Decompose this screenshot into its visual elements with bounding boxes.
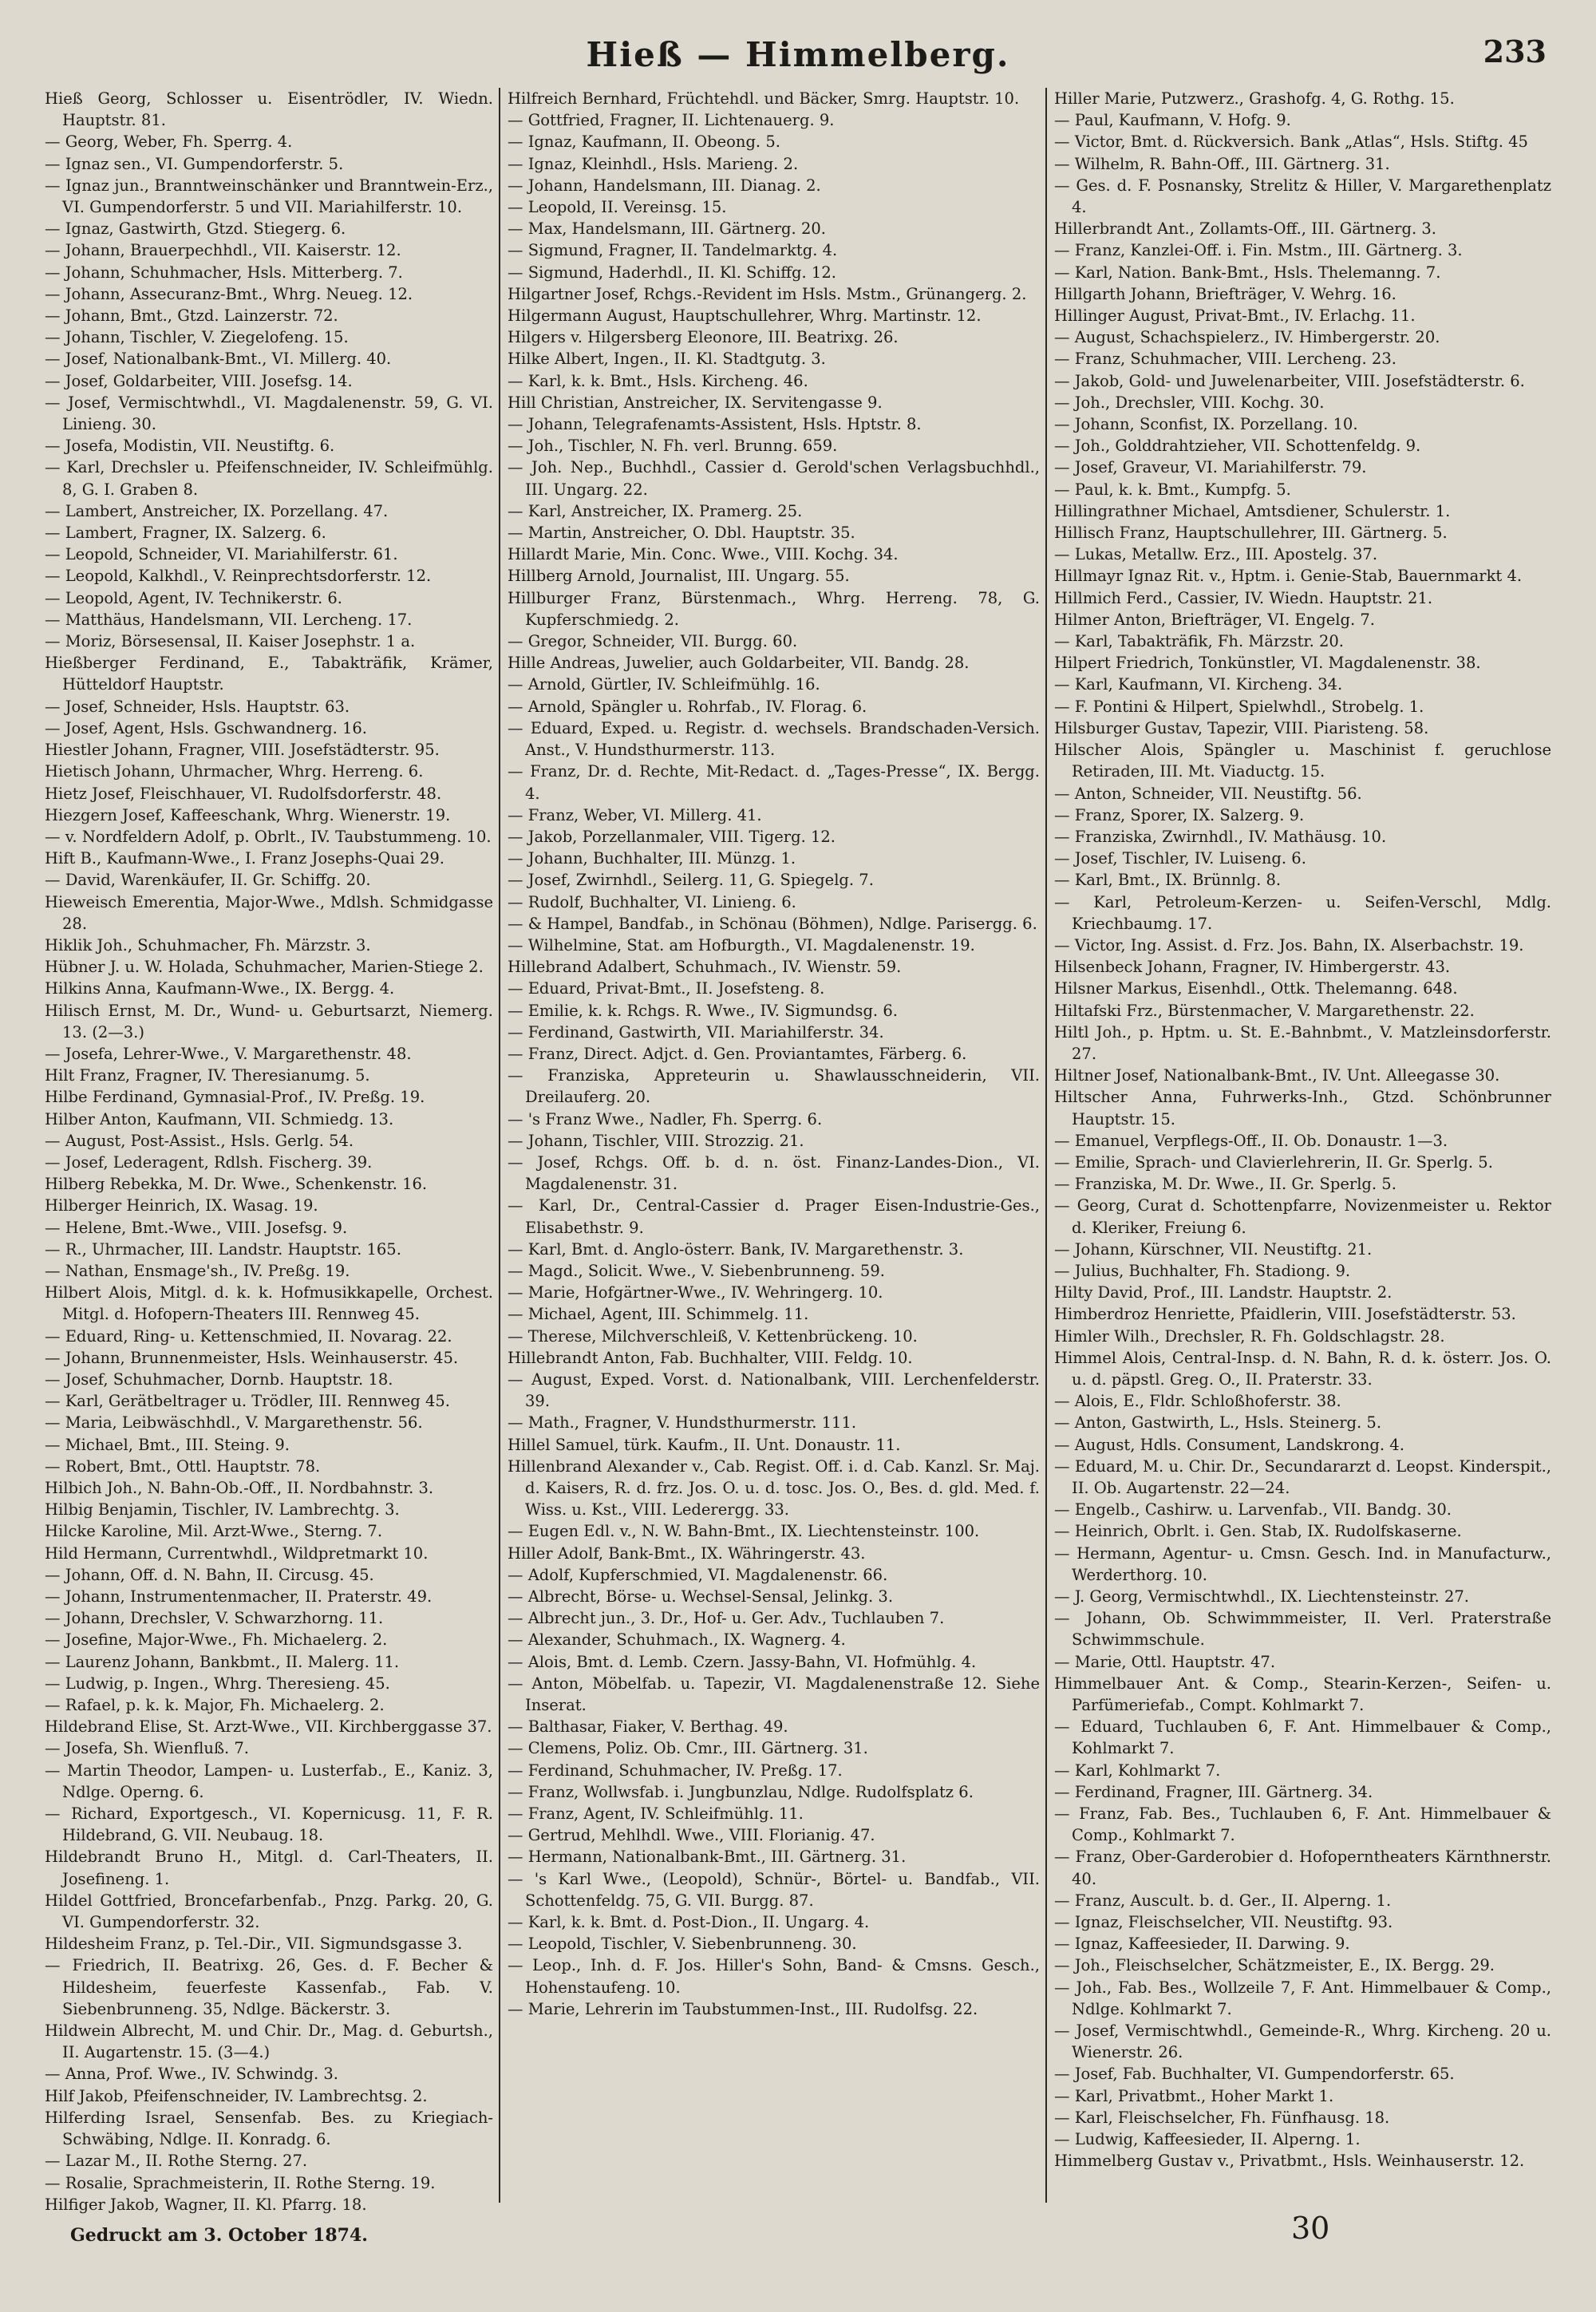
directory-entry: — Maria, Leibwäschhdl., V. Margarethenstr. 56. (45, 1413, 423, 1433)
directory-entry: — Eduard, Privat-Bmt., II. Josefsteng. 8. (508, 979, 825, 998)
directory-entry: Hillebrand Adalbert, Schuhmach., IV. Wienstr. 59. (508, 958, 902, 977)
directory-entry: Himberdroz Henriette, Pfaidlerin, VIII. Josefstädterstr. 53. (1054, 1305, 1516, 1324)
directory-entry: — Eugen Edl. v., N. W. Bahn-Bmt., IX. Liechtensteinstr. 100. (508, 1522, 980, 1541)
directory-entry: — Friedrich, II. Beatrixg. 26, Ges. d. F. Becher & Hildesheim, feuerfeste Kassenfab., Fab. V. Siebenbrunneng. 35, Ndlge. Bäckerstr. 3. (45, 1956, 493, 2018)
directory-entry: — Clemens, Poliz. Ob. Cmr., III. Gärtnerg. 31. (508, 1739, 868, 1758)
directory-entry: — Josef, Tischler, IV. Luiseng. 6. (1054, 849, 1306, 868)
signature-mark: 30 (1291, 2211, 1330, 2246)
directory-entry: — J. Georg, Vermischtwhdl., IX. Liechtensteinstr. 27. (1054, 1587, 1469, 1607)
directory-entry: Hiklik Joh., Schuhmacher, Fh. Märzstr. 3. (45, 935, 371, 954)
directory-entry: — Rosalie, Sprachmeisterin, II. Rothe Sterng. 19. (45, 2173, 436, 2192)
directory-entry: — Leopold, II. Vereinsg. 15. (508, 198, 727, 217)
page-number: 233 (1483, 34, 1547, 69)
directory-entry: Hillel Samuel, türk. Kaufm., II. Unt. Donaustr. 11. (508, 1435, 901, 1454)
directory-entry: — Franz, Agent, IV. Schleifmühlg. 11. (508, 1804, 804, 1824)
directory-entry: Hiltscher Anna, Fuhrwerks-Inh., Gtzd. Schönbrunner Hauptstr. 15. (1054, 1088, 1551, 1128)
directory-entry: — Sigmund, Fragner, II. Tandelmarktg. 4. (508, 241, 838, 260)
directory-entry: Hill Christian, Anstreicher, IX. Servitengasse 9. (508, 393, 883, 412)
directory-entry: — Victor, Bmt. d. Rückversich. Bank „Atlas“, Hsls. Stiftg. 45 (1054, 132, 1528, 152)
directory-entry: — Anton, Möbelfab. u. Tapezir, VI. Magdalenenstraße 12. Siehe Inserat. (508, 1674, 1040, 1715)
directory-entry: — Adolf, Kupferschmied, VI. Magdalenenstr. 66. (508, 1565, 888, 1584)
directory-entry: — Leopold, Agent, IV. Technikerstr. 6. (45, 588, 342, 607)
directory-entry: — Josef, Zwirnhdl., Seilerg. 11, G. Spiegelg. 7. (508, 871, 874, 890)
columns-area (38, 88, 1558, 2214)
directory-entry: — August, Schachspielerz., IV. Himbergerstr. 20. (1054, 328, 1440, 347)
directory-entry: Hilisch Ernst, M. Dr., Wund- u. Geburtsarzt, Niemerg. 13. (2—3.) (45, 1001, 493, 1041)
directory-entry: — Michael, Bmt., III. Steing. 9. (45, 1435, 290, 1454)
directory-entry: Hilmer Anton, Briefträger, VI. Engelg. 7. (1054, 610, 1375, 629)
directory-entry: — Johann, Brunnenmeister, Hsls. Weinhauserstr. 45. (45, 1348, 459, 1367)
directory-entry: — Franz, Dr. d. Rechte, Mit-Redact. d. „Tages-Presse“, IX. Bergg. 4. (508, 762, 1040, 803)
directory-entry: Hilke Albert, Ingen., II. Kl. Stadtgutg. 3. (508, 350, 826, 369)
directory-entry: Hillebrandt Anton, Fab. Buchhalter, VIII. Feldg. 10. (508, 1348, 913, 1367)
directory-entry: Hift B., Kaufmann-Wwe., I. Franz Josephs-Quai 29. (45, 849, 444, 868)
directory-entry: — Eduard, Tuchlauben 6, F. Ant. Himmelbauer & Comp., Kohlmarkt 7. (1054, 1717, 1551, 1758)
directory-entry: — Rudolf, Buchhalter, VI. Linieng. 6. (508, 892, 796, 911)
directory-entry: Hieweisch Emerentia, Major-Wwe., Mdlsh. Schmidgasse 28. (45, 892, 493, 933)
directory-entry: — Lambert, Fragner, IX. Salzerg. 6. (45, 524, 326, 543)
directory-entry: — Paul, k. k. Bmt., Kumpfg. 5. (1054, 480, 1291, 499)
directory-entry: — Ignaz, Kaffeesieder, II. Darwing. 9. (1054, 1935, 1350, 1954)
directory-entry: — v. Nordfeldern Adolf, p. Obrlt., IV. Taubstummeng. 10. (45, 827, 492, 846)
directory-entry: — F. Pontini & Hilpert, Spielwhdl., Strobelg. 1. (1054, 697, 1424, 716)
directory-entry: — Lambert, Anstreicher, IX. Porzellang. 47. (45, 501, 389, 520)
directory-entry: — Eduard, M. u. Chir. Dr., Secundararzt d. Leopst. Kinderspit., II. Ob. Augartenstr. 22—24. (1054, 1456, 1551, 1497)
directory-entry: — Lukas, Metallw. Erz., III. Apostelg. 37. (1054, 545, 1378, 564)
directory-entry: — Magd., Solicit. Wwe., V. Siebenbrunneng. 59. (508, 1261, 885, 1280)
directory-entry: — Johann, Sconfist, IX. Porzellang. 10. (1054, 415, 1358, 434)
directory-entry: Hillisch Franz, Hauptschullehrer, III. Gärtnerg. 5. (1054, 524, 1448, 543)
directory-entry: — Karl, Fleischselcher, Fh. Fünfhausg. 18. (1054, 2108, 1390, 2127)
directory-entry: — Karl, Bmt., IX. Brünnlg. 8. (1054, 871, 1282, 890)
directory-entry: — Joh., Tischler, N. Fh. verl. Brunng. 659. (508, 437, 838, 456)
directory-entry: — Max, Handelsmann, III. Gärtnerg. 20. (508, 219, 826, 239)
directory-entry: — Johann, Tischler, V. Ziegelofeng. 15. (45, 328, 349, 347)
directory-entry: — 's Franz Wwe., Nadler, Fh. Sperrg. 6. (508, 1109, 823, 1128)
directory-entry: — Leopold, Schneider, VI. Mariahilferstr. 61. (45, 545, 398, 564)
directory-entry: — Johann, Buchhalter, III. Münzg. 1. (508, 849, 796, 868)
directory-entry: — Arnold, Spängler u. Rohrfab., IV. Florag. 6. (508, 697, 867, 716)
directory-entry: Hille Andreas, Juwelier, auch Goldarbeiter, VII. Bandg. 28. (508, 654, 970, 673)
directory-entry: — Josefine, Major-Wwe., Fh. Michaelerg. 2. (45, 1630, 388, 1650)
directory-entry: Hillerbrandt Ant., Zollamts-Off., III. Gärtnerg. 3. (1054, 219, 1436, 239)
directory-entry: — Gottfried, Fragner, II. Lichtenauerg. 9. (508, 111, 835, 130)
directory-entry: — Georg, Weber, Fh. Sperrg. 4. (45, 132, 293, 152)
directory-entry: Himler Wilh., Drechsler, R. Fh. Goldschlagstr. 28. (1054, 1326, 1445, 1346)
directory-entry: — Karl, Drechsler u. Pfeifenschneider, IV. Schleifmühlg. 8, G. I. Graben 8. (45, 458, 493, 499)
page-title: Hieß — Himmelberg. (586, 35, 1010, 74)
directory-entry: — Albrecht jun., 3. Dr., Hof- u. Ger. Adv., Tuchlauben 7. (508, 1609, 945, 1628)
directory-entry: — Emilie, Sprach- und Clavierlehrerin, II. Gr. Sperlg. 5. (1054, 1152, 1493, 1172)
directory-entry: Hilfiger Jakob, Wagner, II. Kl. Pfarrg. 18. (45, 2195, 367, 2214)
directory-entry: — Joh., Fleischselcher, Schätzmeister, E., IX. Bergg. 29. (1054, 1956, 1495, 1975)
directory-entry: — Helene, Bmt.-Wwe., VIII. Josefsg. 9. (45, 1218, 348, 1237)
directory-entry: Hillmich Ferd., Cassier, IV. Wiedn. Hauptstr. 21. (1054, 588, 1433, 607)
directory-entry: — August, Exped. Vorst. d. Nationalbank, VIII. Lerchenfelderstr. 39. (508, 1369, 1040, 1411)
directory-entry: Hildebrand Elise, St. Arzt-Wwe., VII. Kirchberggasse 37. (45, 1717, 492, 1737)
directory-entry: Hießberger Ferdinand, E., Tabakträfik, Krämer, Hütteldorf Hauptstr. (45, 654, 493, 694)
directory-entry: Hiltl Joh., p. Hptm. u. St. E.-Bahnbmt., V. Matzleinsdorferstr. 27. (1054, 1022, 1551, 1063)
directory-entry: — Joh., Drechsler, VIII. Kochg. 30. (1054, 393, 1325, 412)
directory-entry: Hilbich Joh., N. Bahn-Ob.-Off., II. Nordbahnstr. 3. (45, 1479, 434, 1497)
directory-entry: — Franziska, Appreteurin u. Shawlausschneiderin, VII. Dreilauferg. 20. (508, 1066, 1040, 1107)
directory-entry: Hillgarth Johann, Briefträger, V. Wehrg. 16. (1054, 284, 1396, 303)
directory-entry: — Martin, Anstreicher, O. Dbl. Hauptstr. 35. (508, 524, 855, 543)
directory-entry: — Joh., Fab. Bes., Wollzeile 7, F. Ant. Himmelbauer & Comp., Ndlge. Kohlmarkt 7. (1054, 1978, 1551, 2018)
directory-entry: — Wilhelm, R. Bahn-Off., III. Gärtnerg. 31. (1054, 154, 1390, 173)
directory-entry: — Ignaz jun., Branntweinschänker und Branntwein-Erz., VI. Gumpendorferstr. 5 und VII. Mariahilferstr. 10. (45, 176, 493, 217)
directory-entry: — Sigmund, Haderhdl., II. Kl. Schiffg. 12. (508, 263, 836, 282)
directory-entry: — Richard, Exportgesch., VI. Kopernicusg. 11, F. R. Hildebrand, G. VII. Neubaug. 18. (45, 1804, 493, 1845)
directory-entry: Himmel Alois, Central-Insp. d. N. Bahn, R. d. k. österr. Jos. O. u. d. päpstl. Greg. O., II. Praterstr. 33. (1054, 1348, 1551, 1389)
directory-entry: — Josefa, Modistin, VII. Neustiftg. 6. (45, 437, 335, 456)
directory-entry: Hillinger August, Privat-Bmt., IV. Erlachg. 11. (1054, 306, 1416, 326)
directory-entry: — Karl, Nation. Bank-Bmt., Hsls. Thelemanng. 7. (1054, 263, 1441, 282)
directory-entry: — Leop., Inh. d. F. Jos. Hiller's Sohn, Band- & Cmsns. Gesch., Hohenstaufeng. 10. (508, 1956, 1040, 1997)
directory-entry: — Josef, Nationalbank-Bmt., VI. Millerg. 40. (45, 350, 392, 369)
directory-entry: — Karl, Anstreicher, IX. Pramerg. 25. (508, 501, 803, 520)
directory-entry: Hillardt Marie, Min. Conc. Wwe., VIII. Kochg. 34. (508, 545, 899, 564)
directory-entry: — Franz, Weber, VI. Millerg. 41. (508, 805, 762, 824)
directory-entry: Hildel Gottfried, Broncefarbenfab., Pnzg. Parkg. 20, G. VI. Gumpendorferstr. 32. (45, 1891, 493, 1932)
directory-entry: — R., Uhrmacher, III. Landstr. Hauptstr. 165. (45, 1239, 401, 1259)
directory-entry: Hübner J. u. W. Holada, Schuhmacher, Marien-Stiege 2. (45, 958, 484, 977)
directory-entry: Hietz Josef, Fleischhauer, VI. Rudolfsdorferstr. 48. (45, 784, 442, 803)
directory-entry: Hiltner Josef, Nationalbank-Bmt., IV. Unt. Alleegasse 30. (1054, 1066, 1500, 1085)
directory-entry: Hillenbrand Alexander v., Cab. Regist. Off. i. d. Cab. Kanzl. Sr. Maj. d. Kaisers, R. d. frz. Jos. O. u. d. tosc. Jos. O., Bes. d. gld. Med. f. Wiss. u. Kst., VIII. Lederergg. 33. (508, 1456, 1040, 1520)
directory-entry: — Johann, Instrumentenmacher, II. Praterstr. 49. (45, 1587, 433, 1607)
directory-entry: Hilf Jakob, Pfeifenschneider, IV. Lambrechtsg. 2. (45, 2086, 428, 2105)
directory-entry: — Anton, Gastwirth, L., Hsls. Steinerg. 5. (1054, 1413, 1382, 1433)
directory-entry: Hieß Georg, Schlosser u. Eisentrödler, IV. Wiedn. Hauptstr. 81. (45, 89, 493, 130)
directory-entry: Hillberg Arnold, Journalist, III. Ungarg. 55. (508, 567, 850, 586)
directory-entry: — Leopold, Kalkhdl., V. Reinprechtsdorferstr. 12. (45, 567, 432, 586)
directory-entry: Hilkins Anna, Kaufmann-Wwe., IX. Bergg. 4. (45, 979, 395, 998)
directory-entry: Hilt Franz, Fragner, IV. Theresianumg. 5. (45, 1066, 370, 1085)
directory-entry: Hilsner Markus, Eisenhdl., Ottk. Thelemanng. 648. (1054, 979, 1458, 998)
directory-entry: — Jakob, Porzellanmaler, VIII. Tigerg. 12. (508, 827, 836, 846)
directory-entry: Hilsburger Gustav, Tapezir, VIII. Piaristeng. 58. (1054, 718, 1429, 737)
directory-entry: — Gertrud, Mehlhdl. Wwe., VIII. Florianig. 47. (508, 1826, 875, 1845)
directory-entry: — Joh., Golddrahtzieher, VII. Schottenfeldg. 9. (1054, 437, 1421, 456)
directory-entry: — Alois, E., Fldr. Schloßhoferstr. 38. (1054, 1392, 1341, 1411)
directory-entry: Hillingrathner Michael, Amtsdiener, Schulerstr. 1. (1054, 501, 1451, 520)
directory-entry: — Ferdinand, Fragner, III. Gärtnerg. 34. (1054, 1782, 1373, 1801)
directory-entry: — Franz, Direct. Adjct. d. Gen. Proviantamtes, Färberg. 6. (508, 1044, 967, 1063)
directory-entry: — Marie, Hofgärtner-Wwe., IV. Wehringerg. 10. (508, 1283, 883, 1302)
directory-entry: Hilsenbeck Johann, Fragner, IV. Himbergerstr. 43. (1054, 958, 1451, 977)
directory-entry: — Jakob, Gold- und Juwelenarbeiter, VIII. Josefstädterstr. 6. (1054, 371, 1525, 390)
directory-entry: — Johann, Bmt., Gtzd. Lainzerstr. 72. (45, 306, 338, 326)
directory-entry: — Ignaz, Kaufmann, II. Obeong. 5. (508, 132, 780, 152)
directory-entry: — Franziska, M. Dr. Wwe., II. Gr. Sperlg. 5. (1054, 1175, 1396, 1194)
directory-entry: Hildesheim Franz, p. Tel.-Dir., VII. Sigmundsgasse 3. (45, 1935, 463, 1954)
page-footer (38, 2211, 1558, 2259)
directory-entry: — Josef, Lederagent, Rdlsh. Fischerg. 39. (45, 1152, 373, 1172)
directory-entry: — Wilhelmine, Stat. am Hofburgth., VI. Magdalenenstr. 19. (508, 935, 975, 954)
directory-entry: — Josef, Schneider, Hsls. Hauptstr. 63. (45, 697, 350, 716)
directory-entry: — Alois, Bmt. d. Lemb. Czern. Jassy-Bahn, VI. Hofmühlg. 4. (508, 1652, 977, 1671)
directory-entry: — Marie, Ottl. Hauptstr. 47. (1054, 1652, 1276, 1671)
directory-entry: Hilscher Alois, Spängler u. Maschinist f. geruchlose Retiraden, III. Mt. Viaductg. 15. (1054, 741, 1551, 781)
directory-entry: — Franz, Schuhmacher, VIII. Lercheng. 23. (1054, 350, 1396, 369)
directory-entry: — Josef, Fab. Buchhalter, VI. Gumpendorferstr. 65. (1054, 2065, 1455, 2084)
directory-entry: — Alexander, Schuhmach., IX. Wagnerg. 4. (508, 1630, 846, 1650)
column-right (1048, 88, 1558, 2203)
directory-entry: — Ignaz, Fleischselcher, VII. Neustiftg. 93. (1054, 1913, 1393, 1932)
directory-entry: — Johann, Drechsler, V. Schwarzhorng. 11. (45, 1609, 384, 1628)
directory-entry: — Ges. d. F. Posnansky, Strelitz & Hiller, V. Margarethenplatz 4. (1054, 176, 1551, 217)
directory-entry: — Heinrich, Obrlt. i. Gen. Stab, IX. Rudolfskaserne. (1054, 1522, 1462, 1541)
directory-entry: — Leopold, Tischler, V. Siebenbrunneng. 30. (508, 1935, 857, 1954)
print-date: Gedruckt am 3. October 1874. (70, 2225, 368, 2246)
directory-entry: — Josef, Vermischtwhdl., Gemeinde-R., Whrg. Kircheng. 20 u. Wienerstr. 26. (1054, 2022, 1551, 2062)
directory-entry: — 's Karl Wwe., (Leopold), Schnür-, Börtel- u. Bandfab., VII. Schottenfeldg. 75, G. VII. Burgg. 87. (508, 1869, 1040, 1910)
directory-entry: — Josef, Goldarbeiter, VIII. Josefsg. 14. (45, 371, 353, 390)
directory-entry: Hiltafski Frz., Bürstenmacher, V. Margarethenstr. 22. (1054, 1001, 1475, 1020)
directory-entry: Hilfreich Bernhard, Früchtehdl. und Bäcker, Smrg. Hauptstr. 10. (508, 89, 1020, 108)
directory-entry: — August, Hdls. Consument, Landskrong. 4. (1054, 1435, 1404, 1454)
directory-entry: — Karl, Gerätbeltrager u. Trödler, III. Rennweg 45. (45, 1392, 450, 1411)
directory-entry: — Anton, Schneider, VII. Neustiftg. 56. (1054, 784, 1362, 803)
directory-entry: — Albrecht, Börse- u. Wechsel-Sensal, Jelinkg. 3. (508, 1587, 894, 1607)
directory-entry: — Josef, Graveur, VI. Mariahilferstr. 79. (1054, 458, 1367, 477)
directory-entry: — Karl, k. k. Bmt., Hsls. Kircheng. 46. (508, 371, 808, 390)
directory-entry: Hiller Marie, Putzwerz., Grashofg. 4, G. Rothg. 15. (1054, 89, 1455, 108)
directory-entry: — Emanuel, Verpflegs-Off., II. Ob. Donaustr. 1—3. (1054, 1131, 1448, 1150)
directory-entry: — Ferdinand, Schuhmacher, IV. Preßg. 17. (508, 1761, 843, 1780)
directory-entry: Hild Hermann, Currentwhdl., Wildpretmarkt 10. (45, 1543, 429, 1563)
directory-entry: Hilty David, Prof., III. Landstr. Hauptstr. 2. (1054, 1283, 1393, 1302)
directory-entry: — Georg, Curat d. Schottenpfarre, Novizenmeister u. Rektor d. Kleriker, Freiung 6. (1054, 1196, 1551, 1237)
directory-entry: — Johann, Telegrafenamts-Assistent, Hsls. Hptstr. 8. (508, 415, 922, 434)
directory-entry: Hillburger Franz, Bürstenmach., Whrg. Herreng. 78, G. Kupferschmiedg. 2. (508, 588, 1040, 629)
directory-entry: — Michael, Agent, III. Schimmelg. 11. (508, 1305, 809, 1324)
page-header (38, 24, 1558, 80)
directory-entry: — Math., Fragner, V. Hundsthurmerstr. 111. (508, 1413, 857, 1433)
directory-entry: — Ignaz sen., VI. Gumpendorferstr. 5. (45, 154, 344, 173)
directory-entry: — Karl, Tabakträfik, Fh. Märzstr. 20. (1054, 632, 1344, 651)
directory-entry: — Martin Theodor, Lampen- u. Lusterfab., E., Kaniz. 3, Ndlge. Operng. 6. (45, 1761, 493, 1801)
directory-entry: — Josef, Schuhmacher, Dornb. Hauptstr. 18. (45, 1369, 393, 1389)
directory-entry: Hiezgern Josef, Kaffeeschank, Whrg. Wienerstr. 19. (45, 805, 451, 824)
directory-entry: — David, Warenkäufer, II. Gr. Schiffg. 20. (45, 871, 371, 890)
directory-entry: — Karl, Dr., Central-Cassier d. Prager Eisen-Industrie-Ges., Elisabethstr. 9. (508, 1196, 1040, 1237)
directory-entry: — Johann, Brauerpechhdl., VII. Kaiserstr. 12. (45, 241, 401, 260)
directory-entry: — Engelb., Cashirw. u. Larvenfab., VII. Bandg. 30. (1054, 1500, 1452, 1520)
directory-entry: — Balthasar, Fiaker, V. Berthag. 49. (508, 1717, 788, 1737)
directory-entry: — Josef, Agent, Hsls. Gschwandnerg. 16. (45, 718, 368, 737)
directory-entry: — Marie, Lehrerin im Taubstummen-Inst., III. Rudolfsg. 22. (508, 1999, 978, 2018)
directory-entry: — Paul, Kaufmann, V. Hofg. 9. (1054, 111, 1291, 130)
directory-entry: — Moriz, Börsesensal, II. Kaiser Josephstr. 1 a. (45, 632, 416, 651)
directory-entry: — Joh. Nep., Buchhdl., Cassier d. Gerold'schen Verlagsbuchhdl., III. Ungarg. 22. (508, 458, 1040, 499)
directory-entry: — Eduard, Exped. u. Registr. d. wechsels. Brandschaden-Versich. Anst., V. Hundsthurmerstr. 113. (508, 718, 1040, 760)
directory-entry: — Josefa, Sh. Wienfluß. 7. (45, 1739, 249, 1758)
directory-entry: — Franz, Fab. Bes., Tuchlauben 6, F. Ant. Himmelbauer & Comp., Kohlmarkt 7. (1054, 1804, 1551, 1845)
directory-entry: — Karl, k. k. Bmt. d. Post-Dion., II. Ungarg. 4. (508, 1913, 870, 1932)
directory-entry: — Johann, Off. d. N. Bahn, II. Circusg. 45. (45, 1565, 374, 1584)
directory-entry: — Karl, Kohlmarkt 7. (1054, 1761, 1221, 1780)
directory-entry: — Rafael, p. k. k. Major, Fh. Michaelerg. 2. (45, 1696, 385, 1715)
directory-entry: — Eduard, Ring- u. Kettenschmied, II. Novarag. 22. (45, 1326, 452, 1346)
directory-entry: Hilber Anton, Kaufmann, VII. Schmiedg. 13. (45, 1109, 394, 1128)
directory-entry: Hildwein Albrecht, M. und Chir. Dr., Mag. d. Geburtsh., II. Augartenstr. 15. (3—4.) (45, 2022, 493, 2062)
directory-entry: — Karl, Petroleum-Kerzen- u. Seifen-Verschl, Mdlg. Kriechbaumg. 17. (1054, 892, 1551, 933)
directory-entry: — Laurenz Johann, Bankbmt., II. Malerg. 11. (45, 1652, 400, 1671)
directory-entry: — Gregor, Schneider, VII. Burgg. 60. (508, 632, 798, 651)
directory-entry: — Ferdinand, Gastwirth, VII. Mariahilferstr. 34. (508, 1022, 884, 1041)
directory-entry: Hillmayr Ignaz Rit. v., Hptm. i. Genie-Stab, Bauernmarkt 4. (1054, 567, 1523, 586)
directory-entry: — Hermann, Nationalbank-Bmt., III. Gärtnerg. 31. (508, 1848, 907, 1867)
directory-entry: — Franz, Wollwsfab. i. Jungbunzlau, Ndlge. Rudolfsplatz 6. (508, 1782, 974, 1801)
directory-entry: — Josefa, Lehrer-Wwe., V. Margarethenstr. 48. (45, 1044, 412, 1063)
directory-entry: Hilcke Karoline, Mil. Arzt-Wwe., Sterng. 7. (45, 1522, 383, 1541)
directory-entry: — Franz, Auscult. b. d. Ger., II. Alperng. 1. (1054, 1891, 1392, 1910)
directory-entry: — Karl, Bmt. d. Anglo-österr. Bank, IV. Margarethenstr. 3. (508, 1239, 964, 1259)
directory-entry: — Johann, Ob. Schwimmmeister, II. Verl. Praterstraße Schwimmschule. (1054, 1609, 1551, 1650)
directory-entry: — Johann, Kürschner, VII. Neustiftg. 21. (1054, 1239, 1373, 1259)
directory-entry: — Johann, Schuhmacher, Hsls. Mitterberg. 7. (45, 263, 403, 282)
column-divider (1045, 88, 1047, 2203)
directory-entry: — Matthäus, Handelsmann, VII. Lercheng. 17. (45, 610, 413, 629)
directory-entry: Hilgartner Josef, Rchgs.-Revident im Hsls. Mstm., Grünangerg. 2. (508, 284, 1027, 303)
directory-entry: — Karl, Privatbmt., Hoher Markt 1. (1054, 2086, 1334, 2105)
directory-entry: — Ignaz, Gastwirth, Gtzd. Stiegerg. 6. (45, 219, 346, 239)
column-middle (501, 88, 1046, 2203)
directory-entry: — August, Post-Assist., Hsls. Gerlg. 54. (45, 1131, 354, 1150)
directory-entry: — Therese, Milchverschleiß, V. Kettenbrückeng. 10. (508, 1326, 918, 1346)
directory-entry: — Nathan, Ensmage'sh., IV. Preßg. 19. (45, 1261, 350, 1280)
directory-entry: — Ignaz, Kleinhdl., Hsls. Marieng. 2. (508, 154, 799, 173)
directory-entry: — Franz, Kanzlei-Off. i. Fin. Mstm., III. Gärtnerg. 3. (1054, 241, 1463, 260)
directory-entry: Hilbe Ferdinand, Gymnasial-Prof., IV. Preßg. 19. (45, 1088, 425, 1107)
directory-entry: — Anna, Prof. Wwe., IV. Schwindg. 3. (45, 2065, 338, 2084)
directory-entry: Hilbig Benjamin, Tischler, IV. Lambrechtg. 3. (45, 1500, 400, 1520)
directory-entry: Hietisch Johann, Uhrmacher, Whrg. Herreng. 6. (45, 762, 424, 781)
directory-entry: — Josef, Rchgs. Off. b. d. n. öst. Finanz-Landes-Dion., VI. Magdalenenstr. 31. (508, 1152, 1040, 1194)
directory-entry: — Julius, Buchhalter, Fh. Stadiong. 9. (1054, 1261, 1351, 1280)
directory-entry: Hilgermann August, Hauptschullehrer, Whrg. Martinstr. 12. (508, 306, 982, 326)
directory-entry: Hiestler Johann, Fragner, VIII. Josefstädterstr. 95. (45, 741, 440, 760)
directory-entry: — Ludwig, p. Ingen., Whrg. Theresieng. 45. (45, 1674, 390, 1693)
directory-entry: — & Hampel, Bandfab., in Schönau (Böhmen), Ndlge. Parisergg. 6. (508, 914, 1037, 933)
directory-entry: Hilgers v. Hilgersberg Eleonore, III. Beatrixg. 26. (508, 328, 899, 347)
directory-entry: — Ludwig, Kaffeesieder, II. Alperng. 1. (1054, 2130, 1361, 2149)
directory-entry: — Johann, Handelsmann, III. Dianag. 2. (508, 176, 821, 195)
directory-entry: — Franziska, Zwirnhdl., IV. Mathäusg. 10. (1054, 827, 1387, 846)
directory-entry: Hilberg Rebekka, M. Dr. Wwe., Schenkenstr. 16. (45, 1175, 428, 1194)
directory-entry: — Victor, Ing. Assist. d. Frz. Jos. Bahn, IX. Alserbachstr. 19. (1054, 935, 1524, 954)
directory-entry: — Johann, Assecuranz-Bmt., Whrg. Neueg. 12. (45, 284, 413, 303)
directory-entry: Himmelberg Gustav v., Privatbmt., Hsls. Weinhauserstr. 12. (1054, 2152, 1525, 2171)
column-left (38, 88, 500, 2214)
directory-entry: Hilferding Israel, Sensenfab. Bes. zu Kriegiach-Schwäbing, Ndlge. II. Konradg. 6. (45, 2108, 493, 2149)
directory-entry: — Karl, Kaufmann, VI. Kircheng. 34. (1054, 675, 1343, 694)
directory-entry: — Josef, Vermischtwhdl., VI. Magdalenenstr. 59, G. VI. Linieng. 30. (45, 393, 493, 434)
column-divider (499, 88, 500, 2203)
directory-entry: — Johann, Tischler, VIII. Strozzig. 21. (508, 1131, 804, 1150)
directory-entry: Hilberger Heinrich, IX. Wasag. 19. (45, 1196, 318, 1215)
directory-entry: — Arnold, Gürtler, IV. Schleifmühlg. 16. (508, 675, 820, 694)
directory-entry: — Franz, Sporer, IX. Salzerg. 9. (1054, 805, 1305, 824)
directory-entry: Hilpert Friedrich, Tonkünstler, VI. Magdalenenstr. 38. (1054, 654, 1481, 673)
directory-entry: — Hermann, Agentur- u. Cmsn. Gesch. Ind. in Manufacturw., Werderthorg. 10. (1054, 1543, 1551, 1584)
directory-entry: — Franz, Ober-Garderobier d. Hofoperntheaters Kärnthnerstr. 40. (1054, 1848, 1551, 1888)
directory-entry: — Robert, Bmt., Ottl. Hauptstr. 78. (45, 1456, 321, 1476)
directory-entry: Hildebrandt Bruno H., Mitgl. d. Carl-Theaters, II. Josefineng. 1. (45, 1848, 493, 1888)
directory-entry: — Lazar M., II. Rothe Sterng. 27. (45, 2152, 308, 2171)
directory-entry: — Emilie, k. k. Rchgs. R. Wwe., IV. Sigmundsg. 6. (508, 1001, 898, 1020)
directory-entry: Hilbert Alois, Mitgl. d. k. k. Hofmusikkapelle, Orchest. Mitgl. d. Hofopern-Theaters III. Rennweg 45. (45, 1283, 493, 1324)
directory-entry: Hiller Adolf, Bank-Bmt., IX. Währingerstr. 43. (508, 1543, 866, 1563)
directory-entry: Himmelbauer Ant. & Comp., Stearin-Kerzen-, Seifen- u. Parfümeriefab., Compt. Kohlmarkt 7. (1054, 1674, 1551, 1715)
